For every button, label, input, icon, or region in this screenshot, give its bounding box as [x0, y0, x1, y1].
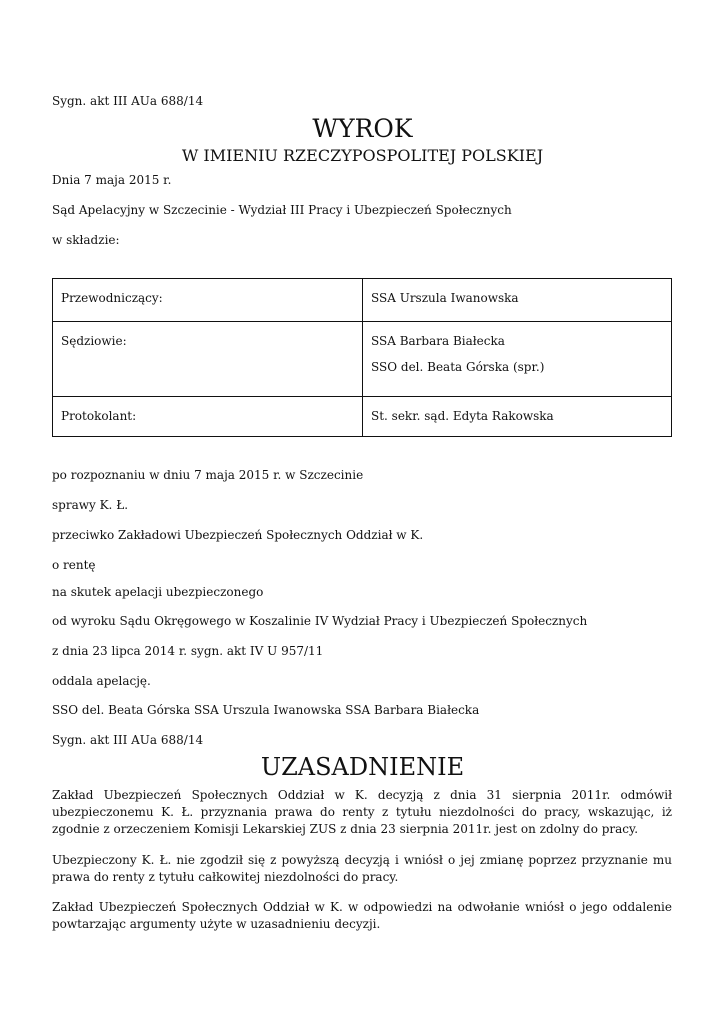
verdict-line: przeciwko Zakładowi Ubezpieczeń Społecznych Oddział w K.: [52, 528, 424, 542]
judges-cell: [363, 322, 672, 397]
table-row: [53, 322, 672, 397]
verdict-line: z dnia 23 lipca 2014 r. sygn. akt IV U 957/11: [52, 644, 324, 658]
judge-1: SSA Barbara Białecka: [371, 334, 505, 348]
chair-value: SSA Urszula Iwanowska: [363, 279, 672, 322]
table-row: [53, 279, 672, 322]
justification-paragraph: Zakład Ubezpieczeń Społecznych Oddział w K. w odpowiedzi na odwołanie wniósł o jego oddalenie powtarzając argumenty użyte w uzasadnieniu decyzji.: [52, 900, 672, 931]
justification-signature: Sygn. akt III AUa 688/14: [52, 733, 204, 747]
judge-2: SSO del. Beata Górska (spr.): [371, 360, 545, 374]
verdict-line: sprawy K. Ł.: [52, 498, 129, 512]
document-subtitle: W IMIENIU RZECZYPOSPOLITEJ POLSKIEJ: [181, 146, 544, 165]
court-name: Sąd Apelacyjny w Szczecinie - Wydział III Pracy i Ubezpieczeń Społecznych: [52, 203, 512, 217]
clerk-label: Protokolant:: [53, 397, 363, 437]
court-composition-table: [52, 278, 672, 437]
justification-paragraph: Ubezpieczony K. Ł. nie zgodził się z powyższą decyzją i wniósł o jej zmianę poprzez przyznanie mu prawa do renty z tytułu całkowitej niezdolności do pracy.: [52, 853, 672, 884]
verdict-date: Dnia 7 maja 2015 r.: [52, 173, 172, 187]
verdict-signatures: SSO del. Beata Górska SSA Urszula Iwanowska SSA Barbara Białecka: [52, 703, 480, 717]
verdict-line: na skutek apelacji ubezpieczonego: [52, 585, 264, 599]
justification-title: UZASADNIENIE: [260, 753, 465, 781]
justification-paragraph: Zakład Ubezpieczeń Społecznych Oddział w K. decyzją z dnia 31 sierpnia 2011r. odmówił ubezpieczonemu K. Ł. przyznania prawa do renty z tytułu niezdolności do pracy, wskazując, iż zgodnie z orzeczeniem Komisji Lekarskiej ZUS z dnia 23 sierpnia 2011r. jest on zdolny do pracy.: [52, 788, 672, 836]
clerk-value: St. sekr. sąd. Edyta Rakowska: [363, 397, 672, 437]
verdict-line: o rentę: [52, 558, 96, 572]
judges-label: Sędziowie:: [53, 322, 363, 397]
table-row: [53, 397, 672, 437]
chair-label: Przewodniczący:: [53, 279, 363, 322]
case-signature: Sygn. akt III AUa 688/14: [52, 94, 204, 108]
composition-intro: w składzie:: [52, 233, 120, 247]
verdict-line: od wyroku Sądu Okręgowego w Koszalinie IV Wydział Pracy i Ubezpieczeń Społecznych: [52, 614, 588, 628]
verdict-line: po rozpoznaniu w dniu 7 maja 2015 r. w Szczecinie: [52, 468, 364, 482]
document-title: WYROK: [312, 114, 413, 143]
verdict-line: oddala apelację.: [52, 674, 151, 688]
